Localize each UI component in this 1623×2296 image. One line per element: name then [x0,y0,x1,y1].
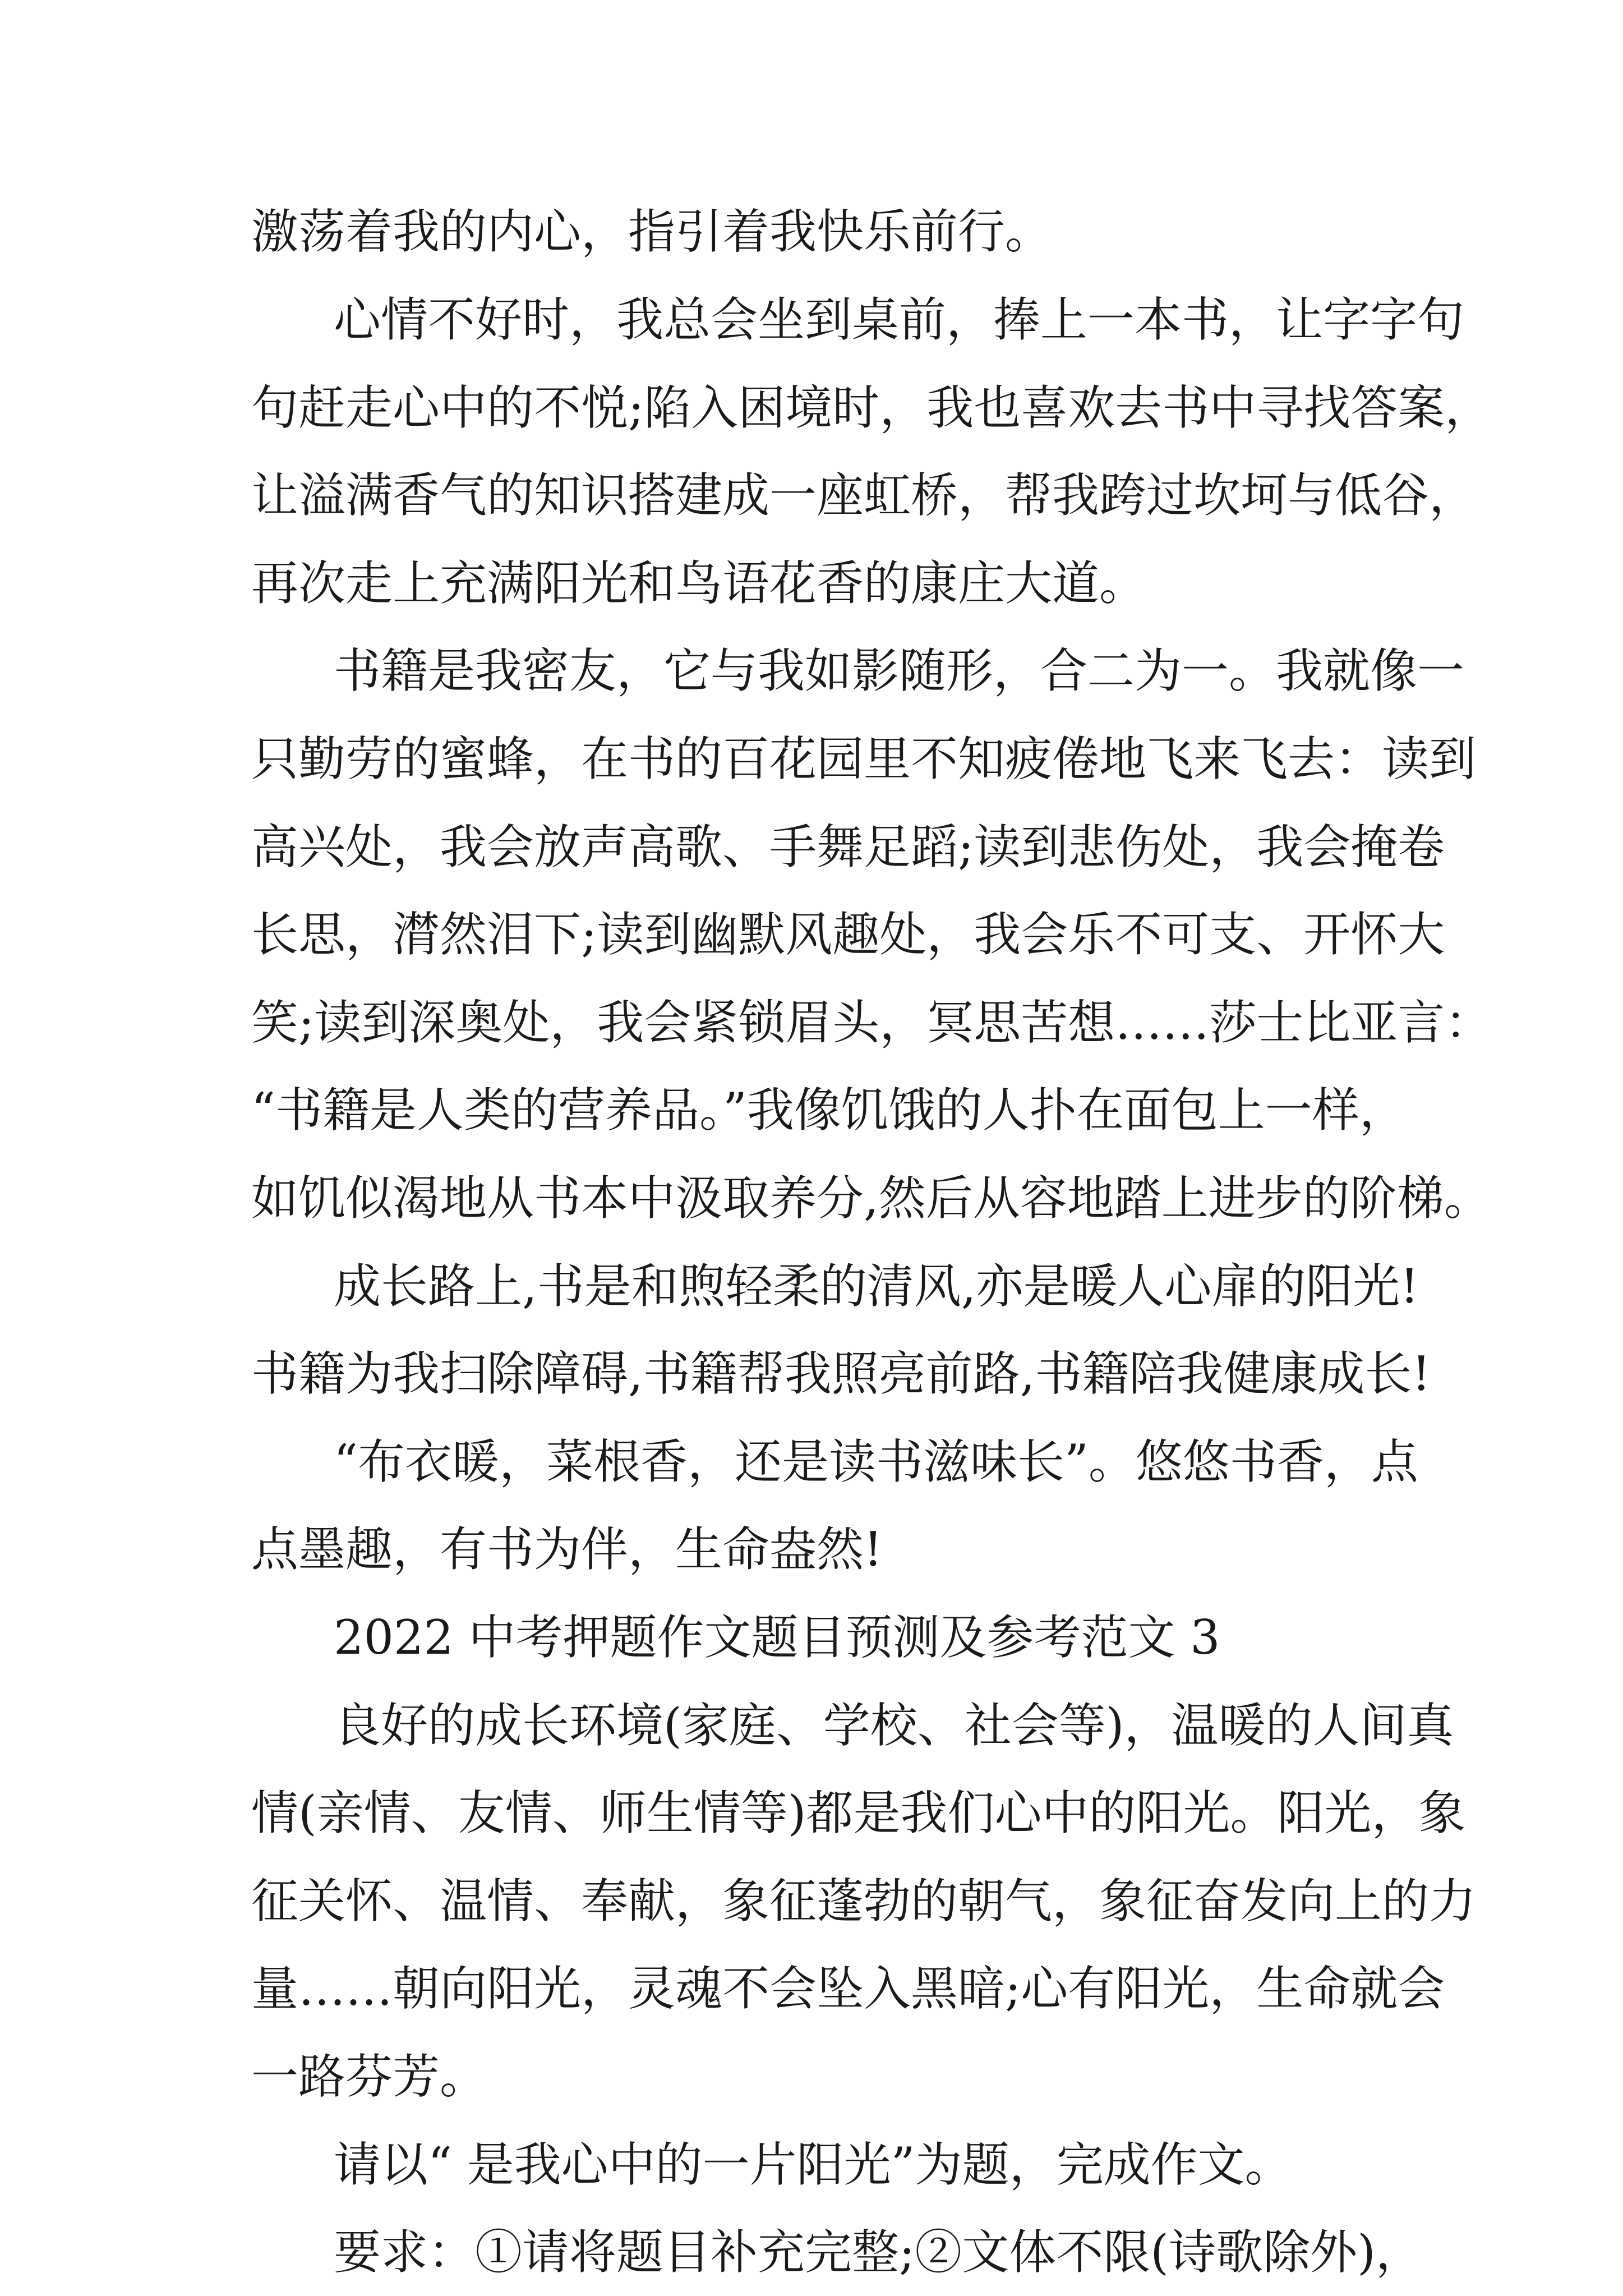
text-line: 书籍为我扫除障碍,书籍帮我照亮前路,书籍陪我健康成长! [251,1346,1431,1401]
text-line: 点墨趣，有书为伴，生命盎然! [251,1522,883,1577]
text-line: 良好的成长环境(家庭、学校、社会等)，温暖的人间真 [334,1698,1454,1753]
text-line: 让溢满香气的知识搭建成一座虹桥，帮我跨过坎坷与低谷， [251,468,1477,523]
text-line: 如饥似渴地从书本中汲取养分,然后从容地踏上进步的阶梯。 [251,1171,1491,1226]
text-line: 笑;读到深奥处，我会紧锁眉头，冥思苦想……莎士比亚言： [251,995,1492,1050]
text-line: 句赶走心中的不悦;陷入困境时，我也喜欢去书中寻找答案， [251,380,1492,435]
text-line: 情(亲情、友情、师生情等)都是我们心中的阳光。阳光，象 [251,1786,1466,1841]
text-line: 长思，潸然泪下;读到幽默风趣处，我会乐不可支、开怀大 [251,907,1445,962]
text-line: 激荡着我的内心，指引着我快乐前行。 [251,204,1053,259]
text-line: 一路芬芳。 [251,2049,487,2104]
text-line: 心情不好时，我总会坐到桌前，捧上一本书，让字字句 [334,292,1465,347]
text-line: 书籍是我密友，它与我如影随形，合二为一。我就像一 [334,643,1465,698]
text-line: 要求：①请将题目补充完整;②文体不限(诗歌除外)， [334,2225,1423,2280]
text-line: 再次走上充满阳光和鸟语花香的康庄大道。 [251,556,1147,611]
text-line: “布衣暖，菜根香，还是读书滋味长”。悠悠书香，点 [334,1434,1418,1489]
text-line: 只勤劳的蜜蜂，在书的百花园里不知疲倦地飞来飞去：读到 [251,731,1477,786]
section-heading: 2022 中考押题作文题目预测及参考范文 3 [334,1610,1220,1665]
text-line: 高兴处，我会放声高歌、手舞足蹈;读到悲伤处，我会掩卷 [251,820,1445,875]
text-line: “书籍是人类的营养品。”我像饥饿的人扑在面包上一样， [251,1083,1407,1138]
text-line: 请以“ 是我心中的一片阳光”为题，完成作文。 [334,2137,1292,2192]
text-line: 成长路上,书是和煦轻柔的清风,亦是暖人心扉的阳光! [334,1259,1419,1314]
text-line: 量……朝向阳光，灵魂不会坠入黑暗;心有阳光，生命就会 [251,1961,1445,2016]
text-line: 征关怀、温情、奉献，象征蓬勃的朝气，象征奋发向上的力 [251,1874,1477,1929]
